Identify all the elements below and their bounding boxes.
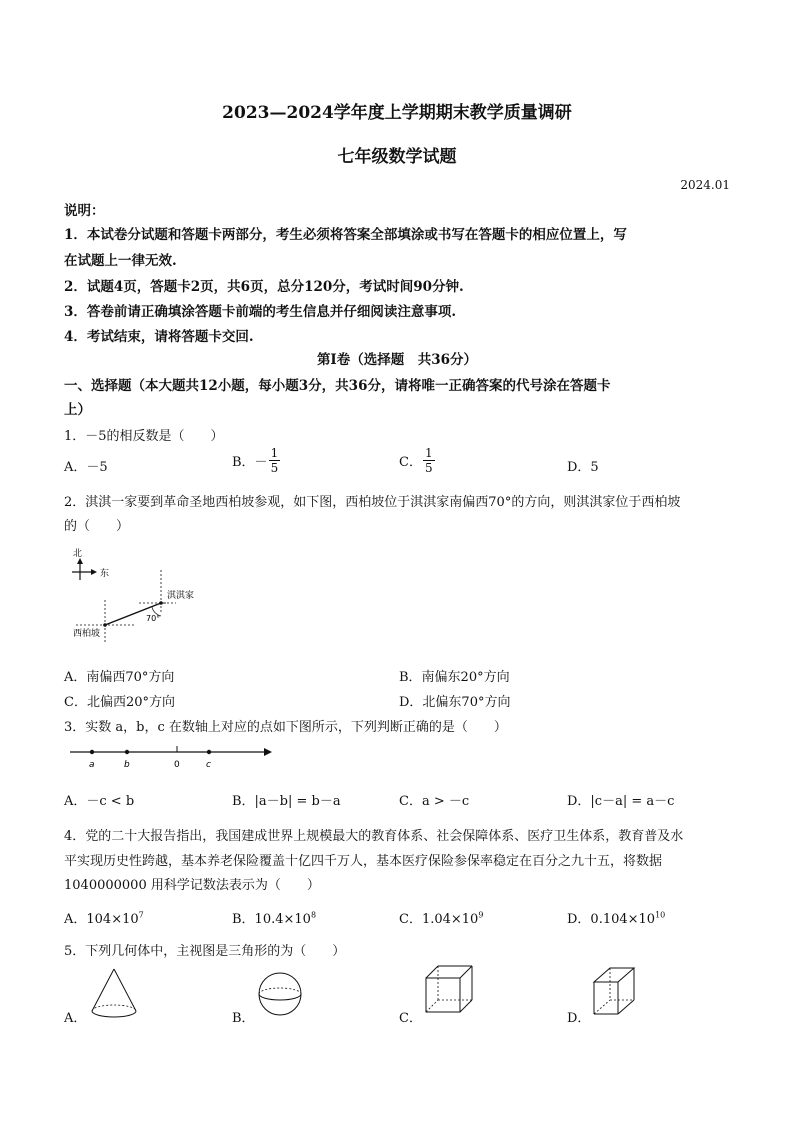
section-instruction: 一、选择题（本大题共12小题，每小题3分，共36分，请将唯一正确答案的代号涂在答题卡 — [64, 378, 611, 394]
q1-option-c-fraction — [423, 446, 435, 475]
prism-figure — [590, 962, 650, 1022]
point-a-label: a — [89, 760, 95, 770]
number-line — [64, 740, 280, 772]
q1-option-b — [232, 446, 280, 475]
note-line: 3．答卷前请正确填涂答题卡前端的考生信息并仔细阅读注意事项. — [64, 304, 457, 320]
point-b-label: b — [124, 760, 130, 770]
q4-option-b — [232, 908, 316, 927]
q5-option-a: A． — [64, 1011, 87, 1026]
q2-option-a: A．南偏西70°方向 — [64, 670, 175, 685]
q4-option-c — [399, 908, 483, 927]
q2-option-b: B．南偏东20°方向 — [399, 670, 510, 685]
q1-option-c — [399, 446, 435, 475]
q4-d-base: D．0.104×10 — [567, 912, 656, 927]
origin-label: 0 — [174, 760, 180, 770]
notes-heading: 说明： — [64, 203, 105, 219]
q1-option-b-fraction — [269, 446, 281, 475]
q4-b-exponent: 8 — [310, 910, 317, 920]
north-label: 北 — [73, 549, 83, 559]
q2-option-c: C．北偏西20°方向 — [64, 695, 175, 710]
note-line: 1．本试卷分试题和答题卡两部分，考生必须将答案全部填涂或书写在答题卡的相应位置上，写 — [64, 227, 627, 243]
q4-option-a — [64, 908, 144, 927]
question-1-stem: 1．－5的相反数是（ ） — [64, 429, 224, 444]
note-line: 4．考试结束，请将答题卡交回. — [64, 329, 254, 345]
q5-option-c: C． — [399, 1011, 422, 1026]
q1-option-a: A．－5 — [64, 460, 108, 475]
cube-figure — [422, 962, 482, 1022]
point-c-label: c — [206, 760, 211, 770]
xibaipo-label: 西柏坡 — [73, 629, 101, 639]
question-3-stem: 3．实数 a，b，c 在数轴上对应的点如下图所示，下列判断正确的是（ ） — [64, 720, 507, 735]
question-2-stem-cont: 的（ ） — [64, 519, 130, 534]
fraction-numerator: 1 — [424, 446, 433, 460]
exam-title: 2023—2024学年度上学期期末教学质量调研 — [222, 103, 572, 123]
note-line: 2．试题4页，答题卡2页，共6页，总分120分，考试时间90分钟. — [64, 279, 464, 295]
section-title: 第Ⅰ卷（选择题 共36分） — [316, 352, 478, 368]
q1-option-d: D．5 — [567, 460, 599, 475]
q4-b-base: B．10.4×10 — [232, 912, 311, 927]
q3-option-c: C．a > －c — [399, 794, 470, 809]
q4-d-exponent: 10 — [655, 910, 666, 920]
east-label: 东 — [100, 569, 110, 579]
question-2-stem: 2．淇淇一家要到革命圣地西柏坡参观，如下图，西柏坡位于淇淇家南偏西70°的方向，则淇淇家位于西柏坡 — [64, 495, 681, 510]
q3-option-a: A．－c < b — [64, 794, 135, 809]
q3-option-d: D．|c－a| = a－c — [567, 794, 675, 809]
fraction-denominator: 5 — [424, 461, 433, 475]
q5-option-d: D． — [567, 1011, 591, 1026]
q1-option-c-label: C． — [399, 455, 422, 470]
q1-option-b-label: B．－ — [232, 455, 268, 470]
angle-label: 70° — [146, 614, 161, 623]
exam-subtitle: 七年级数学试题 — [337, 147, 457, 167]
question-4-stem-cont: 平实现历史性跨越，基本养老保险覆盖十亿四千万人，基本医疗保险参保率稳定在百分之九十五，将数据 — [64, 854, 663, 869]
q2-option-d: D．北偏东70°方向 — [399, 695, 511, 710]
question-4-stem: 4．党的二十大报告指出，我国建成世界上规模最大的教育体系、社会保障体系、医疗卫生体系，教育普及水 — [64, 829, 684, 844]
question-5-stem: 5．下列几何体中，主视图是三角形的为（ ） — [64, 944, 346, 959]
cone-figure — [86, 965, 146, 1025]
section-instruction-cont: 上） — [64, 402, 91, 418]
direction-diagram — [64, 542, 234, 647]
q4-a-exponent: 7 — [138, 910, 144, 920]
exam-date: 2024.01 — [680, 178, 730, 192]
question-4-stem-cont: 1040000000 用科学记数法表示为（ ） — [64, 878, 320, 893]
q5-option-b: B． — [232, 1011, 255, 1026]
q4-c-base: C．1.04×10 — [399, 912, 479, 927]
note-line: 在试题上一律无效. — [64, 253, 177, 269]
q4-c-exponent: 9 — [478, 910, 484, 920]
home-label: 淇淇家 — [167, 591, 195, 601]
q4-option-d — [567, 908, 665, 927]
fraction-numerator: 1 — [270, 446, 279, 460]
fraction-denominator: 5 — [270, 461, 279, 475]
q3-option-b: B．|a－b| = b－a — [232, 794, 341, 809]
sphere-figure — [252, 968, 312, 1028]
q4-a-base: A．104×10 — [64, 912, 139, 927]
